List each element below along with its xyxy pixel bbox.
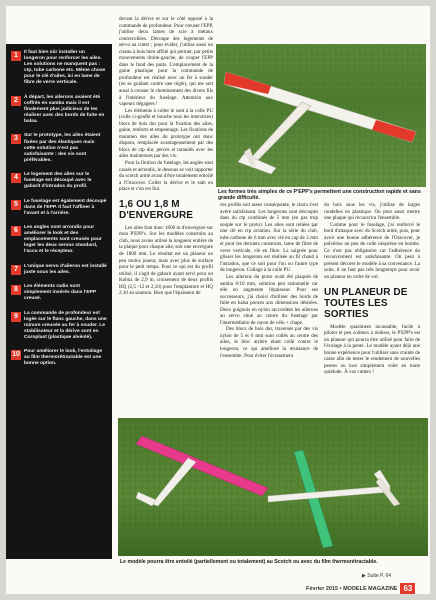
tip-text: Le fuselage est également découpé dans de l'EPP. Il faut l'affiner à l'avant et à l'arrière. bbox=[24, 198, 107, 216]
tip-item bbox=[11, 264, 107, 276]
tip-number-badge: 4 bbox=[11, 173, 21, 183]
article-paragraph: Les ailerons du proto avait été plaqués de samba 6/10 mm, solution peu rationnelle car elle en augmente l'épaisseur. Pour ses successeurs, j'ai choisi d'utiliser des bords de fuite en balsa ponces aux dimensions désirées. Deux guignols en nylon raccordent les ailerons au servo situé au centre du fuselage par l'intermédiaire de rayon de vélo + chape. bbox=[220, 274, 318, 326]
article-column-2 bbox=[220, 202, 318, 359]
photo-caption-top: Les formes très simples de ce P'EPP's permettent une construction rapide et sans grande difficulté. bbox=[218, 189, 421, 202]
tip-item bbox=[11, 311, 107, 341]
photo-caption-bottom: Le modèle pourra être entoilé (partiellement ou totalement) au Scotch ou avec du film thermorétractable. bbox=[120, 559, 378, 565]
tip-item bbox=[11, 133, 107, 163]
tip-number-badge: 7 bbox=[11, 265, 21, 275]
article-paragraph: Modèle quasiment incassable, facile à piloter et peu coûteux à réaliser, le P'EPP's est un planeur qui pourra être utilisé pour faire de l'écolage à la pente. Le modèle ayant déjà une bonne expérience pour l'utiliser sans crainte de casse afin de tester le rendement de nouvelles pentes ou tout simplement voler en toute quiétude. À vos cutters ! bbox=[324, 323, 420, 376]
tip-number-badge: 10 bbox=[12, 351, 20, 359]
page-footer bbox=[306, 583, 415, 594]
article-paragraph: Les ailes font donc 1600 m d'envergure sur mon P'EPP's. Sur les modèles construits au club, nous avons utilisé la longueur entière de la plaque pour chaque aile, soit une envergure de 1800 mm. Le résultat est un planeur un peu moins joueur, mais avec plus de surface pour le petit temps. Pour ce qui est du profil utilisé, il s'agit de gabarit ayant servi pour un Kobuz de 2,9 m, croisement de deux profils HQ (2,5 -12 et 2,10) pour l'emplanture et HQ 2,10 au saumon. Bien que l'épaisseur de bbox=[119, 224, 213, 297]
tip-text: Sur le prototype, les ailes étaient fixées par des élastiques mais cette solution n'est pas satisfaisante : des vis sont préférables. bbox=[24, 133, 101, 163]
glider-photo-bottom bbox=[118, 418, 428, 556]
tip-text: L'unique servo d'aileron est installé juste sous les ailes. bbox=[24, 263, 107, 275]
tip-text: Il faut bien sûr installer un longeron pour renforcer les ailes. Les solutions ne manquent pas : ctp, tube carbone etc. Même chose pour le clé d'ailes, ici en lame de fibre de verre verticale. bbox=[24, 50, 106, 86]
continued-marker: ▶ Suite P. 64 bbox=[362, 573, 392, 579]
article-paragraph: Pour la finition du fuselage, les angles sont cassés et arrondis, le dessous se voit rapporter du scotch armé avant d'être totalement entoilé à l'Oracover. Coller la dérive et le stab en place et c'en est fini. bbox=[119, 160, 213, 193]
tip-text: À départ, les ailerons avaient été coffrés en samba mais il est finalement plus judicieux de les réaliser avec des bords de fuite en balsa. bbox=[24, 94, 105, 125]
tip-item bbox=[11, 199, 107, 217]
tip-text: Pour améliorer le look, l'entoilage au film thermorétractable est une bonne option. bbox=[24, 349, 103, 367]
article-paragraph: ces profils soit assez conséquente, le choix s'est avéré satisfaisant. Les longerons sont découpés dans du ctp combinés de 5 mm (en pas trop souple sur le proto). Les ailes sont reliées par une clé en ctp aviation. Sur la série du club, tube carbone de 6 mm avec clé en cap de 3 mm et pour les derniers construits, lame de fibre de verre verticale, clé en fibre. La saignée pour glisser les longerons est réalisée au fil chaud à l'intrados, que ce soit pour l'un ou l'autre type de longeron. Collage à la colle PU. bbox=[220, 202, 318, 274]
article-paragraph: Les éléments à coller le sont à la colle PU (colle ci-gonfle et bouche tous les interstices) blocs de bois dur pour la fixation des ailes, gaine, renforts et empennage. Les fixations de maintien des ailes du prototype ont donc disparu, remplacée avantageusement par des blocs de ctp dur, percés et taraudés avec les ailes maintenues par des vis. bbox=[119, 107, 213, 160]
tip-text: Les angles sont arrondis pour améliorer le look et des emplacements sont creusés pour loger les deux servos standard, l'accu et le récepteur. bbox=[24, 225, 102, 255]
tip-text: La commande de profondeur est logée sur le flanc gauche, dans une rainure creusée au fer à souder. Le stabilisateur et la dérive sont en Coroplast (plastique alvéolé). bbox=[24, 310, 107, 340]
page-number: 63 bbox=[400, 583, 415, 595]
tip-item bbox=[11, 349, 107, 367]
article-paragraph: Des blocs de bois dur, traversés par des vis nylon de 5 et 6 mm sont collés au centre des ailes, le bloc arrière étant collé contre le longeron, ce qui améliore la résistance de l'ensemble. Pour éviter l'écrasement bbox=[220, 326, 318, 359]
glider-top-illustration bbox=[216, 44, 426, 187]
glider-photo-top bbox=[216, 44, 426, 187]
tip-number-badge: 8 bbox=[11, 285, 21, 295]
tip-number-badge: 3 bbox=[11, 134, 21, 144]
article-paragraph: du bois sous les vis, j'utilise de larges rondelles en plastique. On peut aussi mettre une plaque qui recouvrira l'ensemble. bbox=[324, 202, 420, 222]
article-paragraph: Comme pour le fuselage, j'ai renforcé le bord d'attaque avec du Scotch armé, puis, pour avoir une bonne adhérence de l'Oracover, je pulvérise un peu de colle néoprène en bombe. Ce n'est pas obligatoire car l'adhérence du recouvrement est satisfaisante. On peut à présent décorer le modèle à sa convenance. La suite, il ne faut pas très longtemps pour avoir un planeur en ordre de vol. bbox=[324, 221, 420, 281]
tip-text: Le logement des ailes sur le fuselage est découpé avec le gabarit d'intrados du profil. bbox=[24, 172, 92, 190]
tip-number-badge: 1 bbox=[11, 51, 21, 61]
article-column-1 bbox=[119, 16, 213, 297]
tip-item bbox=[11, 172, 107, 190]
magazine-page bbox=[6, 6, 430, 594]
gliders-bottom-illustration bbox=[118, 418, 428, 556]
tip-item bbox=[11, 284, 107, 302]
tip-item bbox=[11, 50, 107, 87]
tips-sidebar bbox=[6, 44, 112, 559]
section-heading: 1,6 OU 1,8 M D'ENVERGURE bbox=[119, 198, 194, 221]
section-heading: UN PLANEUR DE TOUTES LES SORTIES bbox=[324, 286, 408, 320]
article-column-3 bbox=[324, 202, 420, 376]
tip-item bbox=[11, 95, 107, 125]
tip-number-badge: 9 bbox=[11, 312, 21, 322]
tip-item bbox=[11, 225, 107, 255]
tip-number-badge: 2 bbox=[11, 96, 21, 106]
article-paragraph: devant la dérive et sur le côté opposé à la commande de profondeur. Pour creuser l'EPP, j'utilise deux lames de scie à métaux contrecollées. Découpe des logements de servo au cutter ; pour évider, j'utilise aussi un ciseau à bois bien affûté qui permet, par petits mouvements droite-gauche, de couper l'EPP dans le fond des puits. L'emplacement de la gaine plastique pour la commande de profondeur est réalisé avec un fer à souder (en se guidant contre une règle), qui me sert aussi à creuser le cheminement des divers fils à l'intérieur du fuselage. Attention aux vapeurs dégagées ! bbox=[119, 16, 213, 108]
issue-label: Février 2015 • MODELE MAGAZINE bbox=[306, 585, 398, 592]
tip-number-badge: 5 bbox=[11, 200, 21, 210]
tip-number-badge: 6 bbox=[11, 226, 21, 236]
tip-text: Les éléments radio sont simplement insérés dans l'EPP creusé. bbox=[24, 284, 97, 302]
